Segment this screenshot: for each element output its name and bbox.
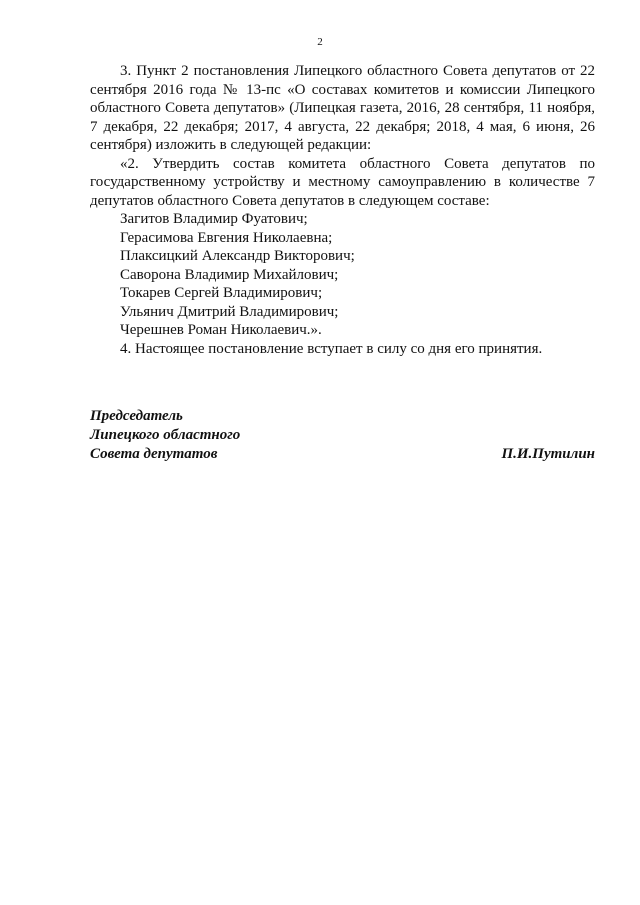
member-name: Плаксицкий Александр Викторович;: [120, 248, 355, 264]
member-name: Ульянич Дмитрий Владимирович;: [120, 303, 339, 320]
member-list: [90, 210, 595, 340]
signature-title-line-3: Совета депутатов: [90, 446, 218, 462]
member-name: Токарев Сергей Владимирович;: [120, 285, 323, 301]
document-body: [90, 62, 595, 358]
member-name: Герасимова Евгения Николаевна;: [120, 229, 333, 246]
signature-title-row: [90, 445, 595, 464]
signature-title-line-2: Липецкого областного: [90, 427, 241, 443]
member-name: Саворона Владимир Михайлович;: [120, 266, 339, 283]
paragraph-4: 4. Настоящее постановление вступает в силу со дня его принятия.: [120, 340, 543, 357]
member-name: Черешнев Роман Николаевич.».: [120, 322, 322, 338]
signature-title-line-1: Председатель: [90, 408, 183, 424]
signature-block: [90, 407, 595, 464]
page-number: 2: [317, 36, 323, 48]
paragraph-3: 3. Пункт 2 постановления Липецкого областного Совета депутатов от 22 сентября 2016 года № 13-пс «О составах комитетов и комиссии Липецкого областного Совета депутатов» (Липецкая газета, 2016, 28 сентября, 11 ноября, 7 декабря, 22 декабря; 2017, 4 августа, 22 декабря; 2018, 4 мая, 6 июня, 26 сентября) изложить в следующей редакции:: [90, 63, 595, 153]
member-name: Загитов Владимир Фуатович;: [120, 211, 308, 227]
signer-name: П.И.Путилин: [501, 446, 595, 462]
paragraph-committee-composition: «2. Утвердить состав комитета областного Совета депутатов по государственному устройству и местному самоуправлению в количестве 7 депутатов областного Совета депутатов в следующем составе:: [90, 155, 595, 209]
